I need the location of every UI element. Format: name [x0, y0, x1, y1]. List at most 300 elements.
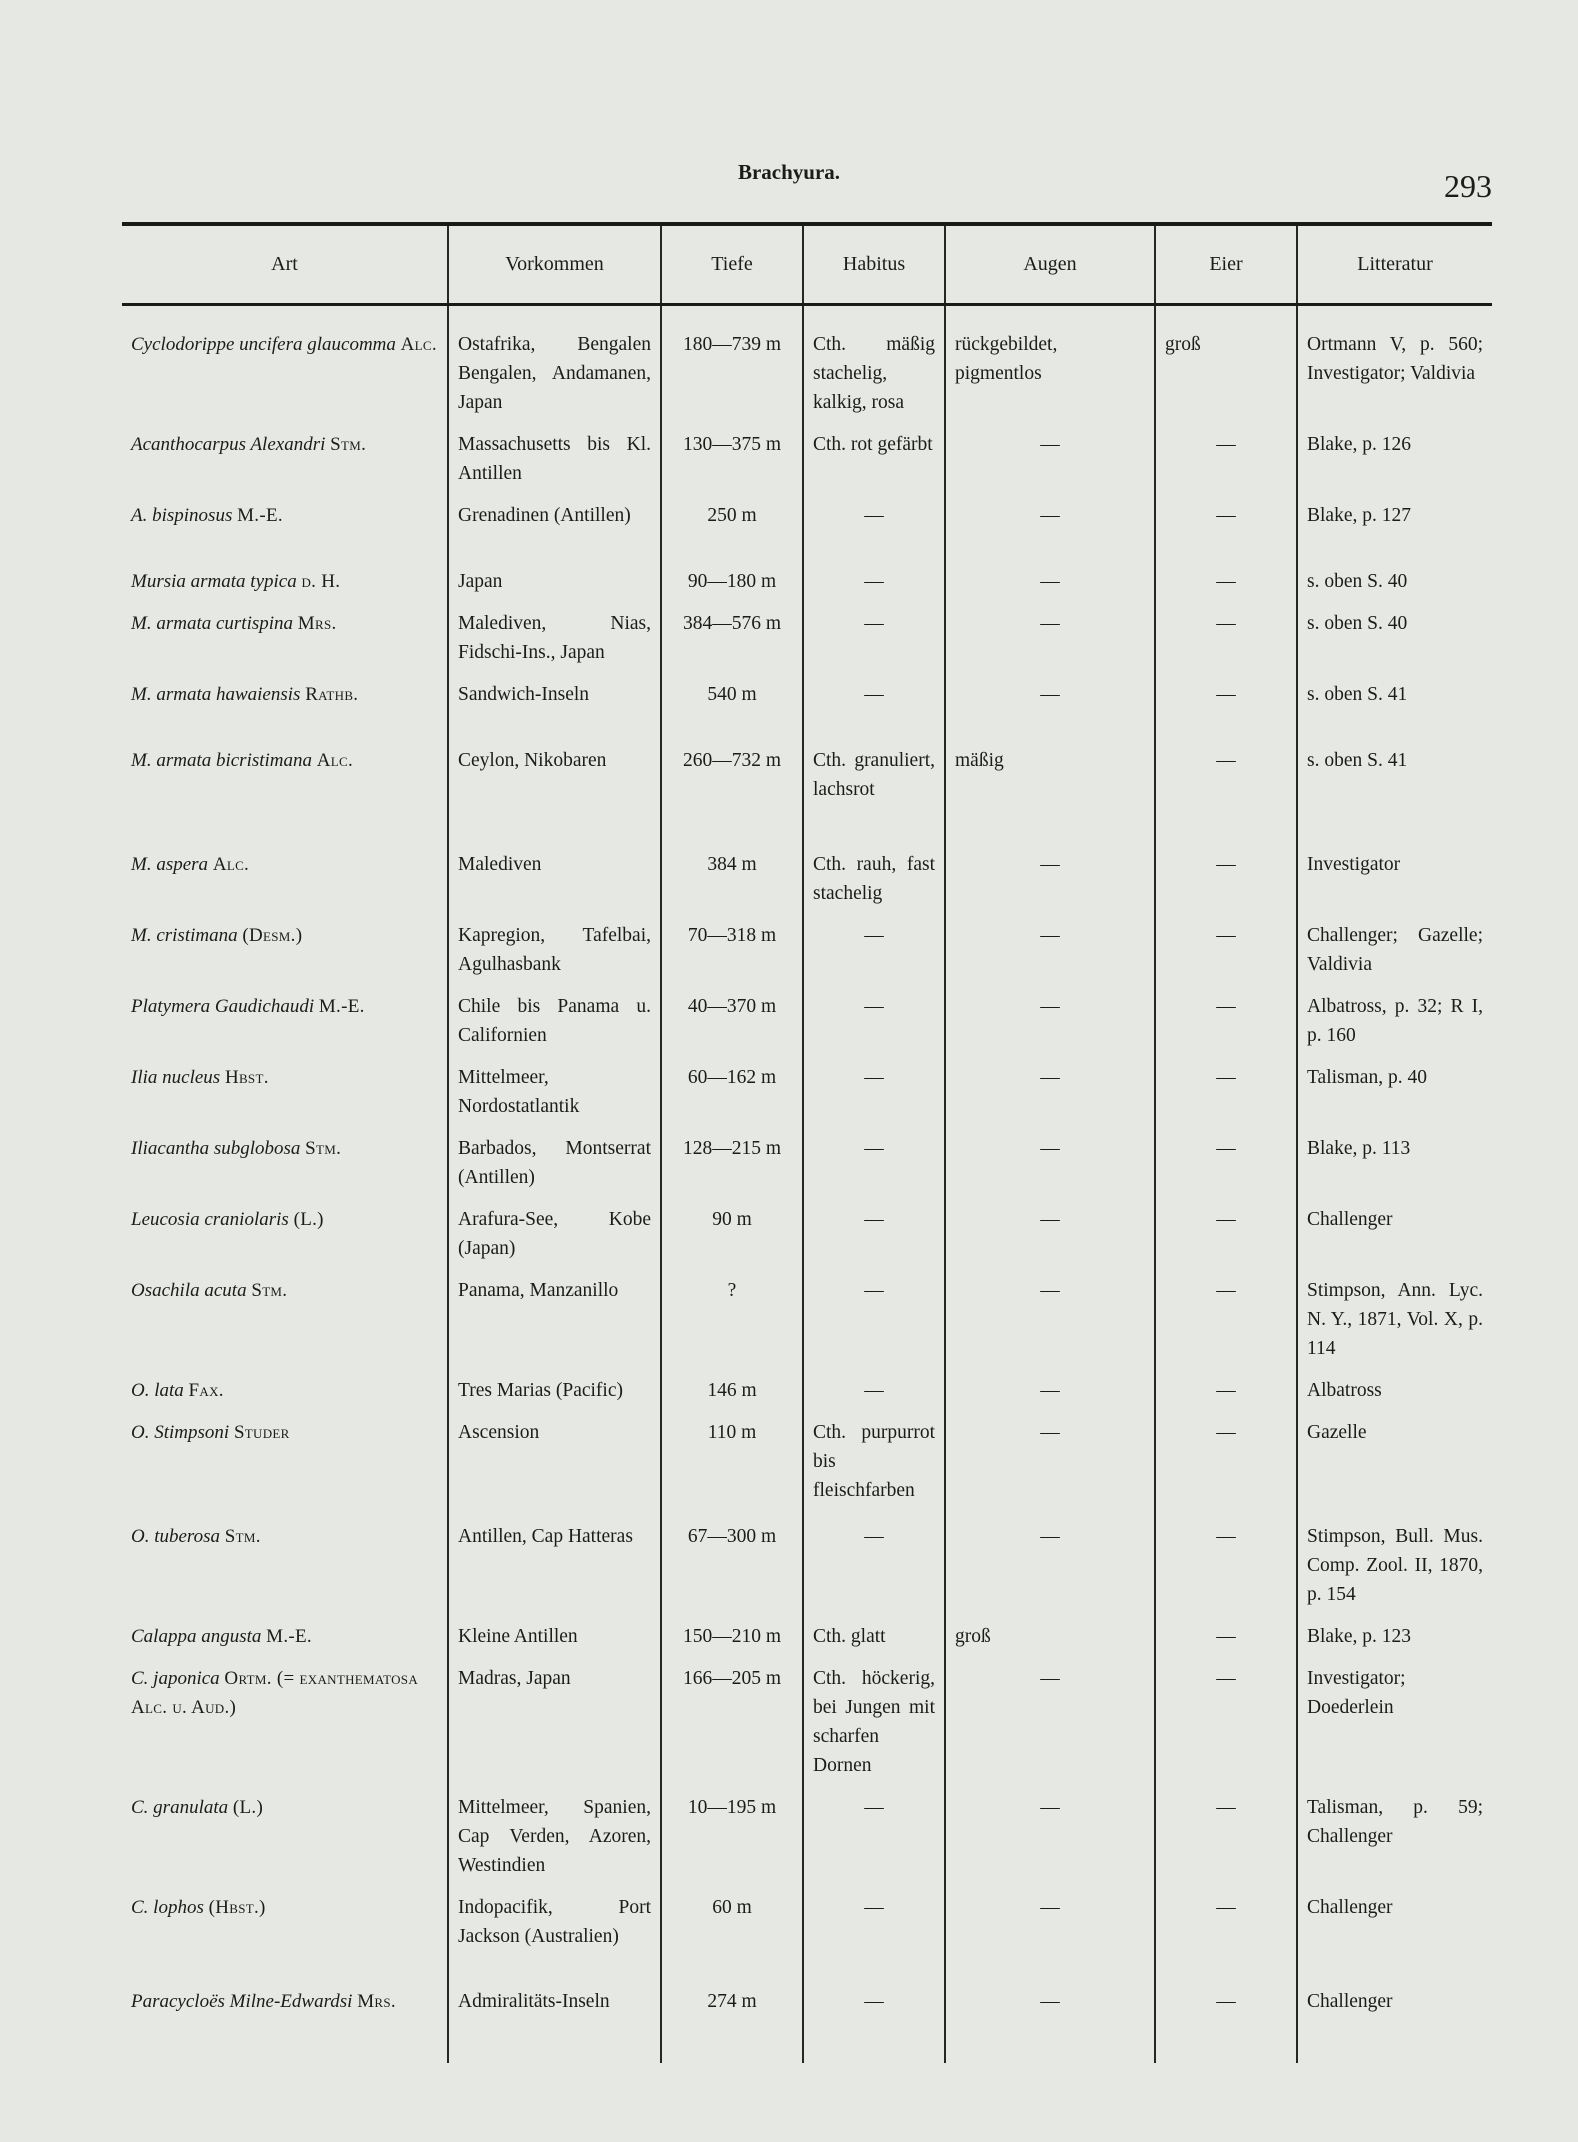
col-header-litteratur: Litteratur [1297, 224, 1492, 304]
cell-tiefe-text: 110 m [707, 1421, 757, 1443]
species-author: Ortm. (= exanthematosa Alc. u. Aud.) [131, 1667, 419, 1718]
cell-habitus-text: — [864, 504, 884, 526]
cell-habitus [803, 1514, 945, 1614]
cell-litteratur [1297, 1785, 1492, 1885]
cell-eier-text: — [1216, 683, 1236, 705]
cell-eier-text: — [1216, 1137, 1236, 1159]
cell-eier-text: — [1216, 1208, 1236, 1230]
cell-tiefe [661, 1410, 803, 1514]
table-body [122, 304, 1492, 2063]
cell-litteratur [1297, 1268, 1492, 1368]
table-row [122, 601, 1492, 672]
species-name: Acanthocarpus Alexandri [131, 433, 326, 455]
table-row [122, 1126, 1492, 1197]
cell-litteratur-text: s. oben S. 40 [1307, 612, 1408, 634]
table-row [122, 304, 1492, 422]
cell-tiefe [661, 1885, 803, 1979]
species-author: Alc. [212, 853, 250, 875]
cell-augen-text: — [1040, 853, 1060, 875]
species-name: Calappa angusta [131, 1625, 262, 1647]
table-row [122, 738, 1492, 842]
cell-augen [945, 559, 1155, 601]
cell-vorkommen [448, 493, 661, 559]
cell-tiefe-text: 10—195 m [687, 1796, 777, 1818]
cell-art [122, 1197, 448, 1268]
cell-augen-text: — [1040, 1421, 1060, 1443]
cell-litteratur-text: Albatross, p. 32; R I, p. 160 [1307, 995, 1483, 1046]
species-author: Alc. [316, 749, 354, 771]
cell-habitus [803, 1055, 945, 1126]
cell-art [122, 1785, 448, 1885]
cell-augen-text: — [1040, 1066, 1060, 1088]
cell-vorkommen [448, 1055, 661, 1126]
cell-eier [1155, 304, 1297, 422]
cell-vorkommen-text: Kapregion, Tafelbai, Agulhasbank [458, 924, 651, 975]
cell-litteratur-text: Challenger [1307, 1896, 1393, 1918]
cell-tiefe [661, 913, 803, 984]
cell-litteratur-text: s. oben S. 41 [1307, 749, 1408, 771]
cell-art [122, 304, 448, 422]
cell-tiefe-text: 180—739 m [682, 333, 782, 355]
cell-tiefe-text: 70—318 m [687, 924, 777, 946]
cell-litteratur [1297, 913, 1492, 984]
col-header-tiefe: Tiefe [661, 224, 803, 304]
cell-art [122, 1268, 448, 1368]
cell-tiefe-text: 60 m [712, 1896, 752, 1918]
species-author: (L.) [232, 1796, 264, 1818]
species-author: (Desm.) [242, 924, 303, 946]
cell-litteratur-text: Albatross [1307, 1379, 1382, 1401]
cell-augen-text: — [1040, 1279, 1060, 1301]
cell-habitus [803, 601, 945, 672]
cell-augen [945, 1614, 1155, 1656]
cell-eier [1155, 1885, 1297, 1979]
table-row [122, 1055, 1492, 1126]
cell-vorkommen-text: Malediven, Nias, Fidschi-Ins., Japan [458, 612, 651, 663]
cell-vorkommen-text: Mittelmeer, Nordostatlantik [458, 1066, 580, 1117]
cell-tiefe [661, 842, 803, 913]
cell-vorkommen-text: Madras, Japan [458, 1667, 571, 1689]
species-author: Mrs. [297, 612, 337, 634]
cell-eier [1155, 559, 1297, 601]
cell-vorkommen-text: Sandwich-Inseln [458, 683, 590, 705]
cell-eier-text: — [1216, 1379, 1236, 1401]
cell-art [122, 493, 448, 559]
cell-tiefe-text: 90—180 m [687, 570, 777, 592]
cell-art [122, 1979, 448, 2063]
cell-litteratur-text: s. oben S. 41 [1307, 683, 1408, 705]
cell-tiefe [661, 1514, 803, 1614]
cell-eier [1155, 1268, 1297, 1368]
cell-vorkommen [448, 422, 661, 493]
cell-vorkommen [448, 1197, 661, 1268]
cell-tiefe [661, 1979, 803, 2063]
table-header [122, 224, 1492, 304]
cell-art [122, 1368, 448, 1410]
table-row [122, 1514, 1492, 1614]
cell-vorkommen-text: Tres Marias (Pacific) [458, 1379, 623, 1401]
cell-habitus-text: — [864, 1379, 884, 1401]
cell-habitus-text: Cth. mäßig stachelig, kalkig, rosa [813, 333, 935, 413]
species-name: Mursia armata typica [131, 570, 297, 592]
cell-vorkommen [448, 913, 661, 984]
cell-habitus-text: — [864, 1896, 884, 1918]
species-name: Osachila acuta [131, 1279, 247, 1301]
species-author: M.-E. [318, 995, 365, 1017]
cell-litteratur [1297, 1055, 1492, 1126]
cell-habitus [803, 1614, 945, 1656]
cell-eier [1155, 1979, 1297, 2063]
cell-augen-text: — [1040, 570, 1060, 592]
cell-augen-text: — [1040, 1137, 1060, 1159]
species-name: Iliacantha subglobosa [131, 1137, 301, 1159]
cell-art [122, 672, 448, 738]
table-row [122, 913, 1492, 984]
cell-vorkommen [448, 1885, 661, 1979]
table-row [122, 1368, 1492, 1410]
cell-vorkommen [448, 304, 661, 422]
species-author: Fax. [188, 1379, 224, 1401]
species-name: O. tuberosa [131, 1525, 221, 1547]
table-row [122, 1268, 1492, 1368]
cell-litteratur-text: Challenger [1307, 1990, 1393, 2012]
cell-habitus-text: — [864, 683, 884, 705]
cell-vorkommen-text: Massachusetts bis Kl. Antillen [458, 433, 651, 484]
cell-vorkommen [448, 601, 661, 672]
cell-augen-text: — [1040, 1796, 1060, 1818]
cell-litteratur [1297, 1885, 1492, 1979]
cell-habitus-text: Cth. purpurrot bis fleischfarben [813, 1421, 935, 1501]
cell-eier-text: — [1216, 853, 1236, 875]
cell-habitus-text: — [864, 1990, 884, 2012]
cell-habitus [803, 1979, 945, 2063]
cell-habitus [803, 422, 945, 493]
cell-augen [945, 984, 1155, 1055]
cell-tiefe-text: 60—162 m [687, 1066, 777, 1088]
cell-habitus-text: — [864, 1525, 884, 1547]
cell-litteratur [1297, 1410, 1492, 1514]
cell-tiefe-text: 67—300 m [687, 1525, 777, 1547]
cell-vorkommen-text: Kleine Antillen [458, 1625, 578, 1647]
cell-eier [1155, 984, 1297, 1055]
page-number: 293 [1444, 168, 1492, 204]
table-row [122, 1410, 1492, 1514]
cell-tiefe-text: 128—215 m [682, 1137, 782, 1159]
cell-eier-text: — [1216, 995, 1236, 1017]
cell-augen-text: — [1040, 1896, 1060, 1918]
cell-augen-text: — [1040, 924, 1060, 946]
cell-vorkommen-text: Barbados, Montserrat (Antillen) [458, 1137, 651, 1188]
cell-eier [1155, 842, 1297, 913]
cell-augen-text: — [1040, 1667, 1060, 1689]
cell-litteratur [1297, 672, 1492, 738]
cell-habitus [803, 1785, 945, 1885]
cell-tiefe-text: 146 m [707, 1379, 757, 1401]
cell-litteratur [1297, 1656, 1492, 1785]
cell-eier-text: — [1216, 1279, 1236, 1301]
cell-litteratur [1297, 984, 1492, 1055]
cell-vorkommen [448, 1514, 661, 1614]
cell-augen-text: — [1040, 1990, 1060, 2012]
col-header-eier: Eier [1155, 224, 1297, 304]
species-name: C. japonica [131, 1667, 220, 1689]
cell-habitus-text: — [864, 1208, 884, 1230]
cell-art [122, 422, 448, 493]
cell-litteratur-text: Ortmann V, p. 560; Investigator; Valdivia [1307, 333, 1483, 384]
cell-tiefe [661, 1656, 803, 1785]
table-row [122, 1979, 1492, 2063]
species-name: M. armata hawaiensis [131, 683, 301, 705]
cell-augen [945, 601, 1155, 672]
cell-habitus-text: Cth. glatt [813, 1625, 886, 1647]
cell-eier [1155, 1785, 1297, 1885]
cell-eier-text: — [1216, 1421, 1236, 1443]
cell-vorkommen [448, 559, 661, 601]
cell-eier-text: — [1216, 924, 1236, 946]
cell-vorkommen-text: Chile bis Panama u. Californien [458, 995, 651, 1046]
cell-vorkommen [448, 1268, 661, 1368]
species-author: Alc. [400, 333, 437, 355]
cell-tiefe-text: 40—370 m [687, 995, 777, 1017]
cell-habitus-text: — [864, 1137, 884, 1159]
species-author: Rathb. [305, 683, 359, 705]
cell-tiefe [661, 493, 803, 559]
cell-vorkommen [448, 1614, 661, 1656]
species-name: C. lophos [131, 1896, 204, 1918]
species-name: Leucosia craniolaris [131, 1208, 289, 1230]
cell-habitus-text: Cth. höckerig, bei Jungen mit scharfen Dornen [813, 1667, 935, 1776]
cell-vorkommen-text: Panama, Manzanillo [458, 1279, 619, 1301]
cell-litteratur [1297, 493, 1492, 559]
cell-vorkommen-text: Ascension [458, 1421, 540, 1443]
col-header-augen: Augen [945, 224, 1155, 304]
cell-vorkommen [448, 842, 661, 913]
cell-habitus-text: Cth. rauh, fast stachelig [813, 853, 935, 904]
cell-habitus [803, 493, 945, 559]
cell-augen [945, 1055, 1155, 1126]
table-row [122, 672, 1492, 738]
cell-augen-text: — [1040, 1525, 1060, 1547]
cell-augen [945, 842, 1155, 913]
table-row [122, 842, 1492, 913]
table-row [122, 559, 1492, 601]
table-row [122, 984, 1492, 1055]
cell-litteratur-text: Investigator; Doederlein [1307, 1667, 1406, 1718]
cell-art [122, 1126, 448, 1197]
cell-tiefe [661, 1614, 803, 1656]
header-row [122, 224, 1492, 304]
cell-litteratur-text: Blake, p. 113 [1307, 1137, 1411, 1159]
cell-augen-text: — [1040, 1208, 1060, 1230]
cell-eier-text: groß [1165, 333, 1201, 355]
species-author: Studer [233, 1421, 290, 1443]
species-author: (Hbst.) [208, 1896, 266, 1918]
cell-vorkommen [448, 1368, 661, 1410]
col-header-habitus: Habitus [803, 224, 945, 304]
cell-litteratur-text: Talisman, p. 40 [1307, 1066, 1427, 1088]
cell-eier [1155, 1656, 1297, 1785]
cell-augen [945, 1514, 1155, 1614]
table-row [122, 422, 1492, 493]
cell-habitus [803, 1410, 945, 1514]
cell-vorkommen [448, 672, 661, 738]
cell-art [122, 601, 448, 672]
cell-vorkommen-text: Admiralitäts-Inseln [458, 1990, 610, 2012]
cell-tiefe [661, 1785, 803, 1885]
cell-art [122, 984, 448, 1055]
cell-eier-text: — [1216, 570, 1236, 592]
cell-eier [1155, 1614, 1297, 1656]
species-author: M.-E. [266, 1625, 312, 1647]
cell-tiefe [661, 601, 803, 672]
cell-augen-text: — [1040, 612, 1060, 634]
species-name: Paracycloës Milne-Edwardsi [131, 1990, 353, 2012]
cell-augen [945, 1268, 1155, 1368]
species-name: Ilia nucleus [131, 1066, 221, 1088]
cell-augen-text: — [1040, 995, 1060, 1017]
cell-litteratur [1297, 601, 1492, 672]
cell-habitus [803, 1656, 945, 1785]
cell-vorkommen [448, 1126, 661, 1197]
cell-litteratur-text: Challenger; Gazelle; Valdivia [1307, 924, 1483, 975]
cell-augen [945, 1126, 1155, 1197]
cell-eier-text: — [1216, 1896, 1236, 1918]
cell-litteratur-text: Blake, p. 126 [1307, 433, 1411, 455]
cell-eier-text: — [1216, 1990, 1236, 2012]
cell-vorkommen-text: Arafura-See, Kobe (Japan) [458, 1208, 651, 1259]
cell-tiefe [661, 672, 803, 738]
cell-habitus-text: — [864, 995, 884, 1017]
running-title: Brachyura. [737, 160, 841, 184]
cell-eier [1155, 913, 1297, 984]
cell-litteratur-text: s. oben S. 40 [1307, 570, 1408, 592]
cell-augen [945, 1656, 1155, 1785]
species-name: Cyclodorippe uncifera glaucomma [131, 333, 396, 355]
cell-augen [945, 913, 1155, 984]
cell-tiefe [661, 422, 803, 493]
cell-augen [945, 304, 1155, 422]
cell-tiefe-text: 90 m [712, 1208, 752, 1230]
species-name: O. Stimpsoni [131, 1421, 230, 1443]
cell-tiefe-text: 274 m [707, 1990, 757, 2012]
cell-litteratur [1297, 422, 1492, 493]
species-author: d. H. [301, 570, 341, 592]
table-row [122, 1785, 1492, 1885]
cell-litteratur [1297, 1126, 1492, 1197]
cell-tiefe [661, 984, 803, 1055]
cell-litteratur-text: Talisman, p. 59; Challenger [1307, 1796, 1483, 1847]
cell-art [122, 1656, 448, 1785]
table-row [122, 493, 1492, 559]
cell-eier [1155, 1514, 1297, 1614]
cell-vorkommen-text: Mittelmeer, Spanien, Cap Verden, Azoren, Westindien [458, 1796, 651, 1876]
cell-habitus-text: — [864, 612, 884, 634]
cell-eier [1155, 493, 1297, 559]
cell-augen-text: mäßig [955, 749, 1004, 771]
cell-art [122, 1614, 448, 1656]
cell-habitus-text: — [864, 570, 884, 592]
cell-eier-text: — [1216, 1525, 1236, 1547]
cell-augen [945, 1885, 1155, 1979]
cell-tiefe-text: 150—210 m [682, 1625, 782, 1647]
cell-augen-text: — [1040, 683, 1060, 705]
cell-habitus-text: — [864, 924, 884, 946]
cell-eier [1155, 1197, 1297, 1268]
species-name: O. lata [131, 1379, 184, 1401]
col-header-art: Art [122, 224, 448, 304]
species-name: M. armata curtispina [131, 612, 294, 634]
cell-eier [1155, 1410, 1297, 1514]
cell-tiefe [661, 1197, 803, 1268]
cell-vorkommen-text: Antillen, Cap Hatteras [458, 1525, 633, 1547]
species-name: A. bispinosus [131, 504, 233, 526]
species-author: Hbst. [224, 1066, 269, 1088]
species-author: Mrs. [357, 1990, 396, 2012]
cell-tiefe-text: 166—205 m [682, 1667, 782, 1689]
cell-litteratur [1297, 559, 1492, 601]
species-name: M. armata bicristimana [131, 749, 313, 771]
cell-litteratur [1297, 304, 1492, 422]
cell-litteratur-text: Blake, p. 123 [1307, 1625, 1411, 1647]
cell-augen [945, 1368, 1155, 1410]
cell-litteratur [1297, 1368, 1492, 1410]
cell-habitus-text: Cth. rot gefärbt [813, 433, 933, 455]
cell-litteratur-text: Investigator [1307, 853, 1401, 875]
cell-vorkommen-text: Ceylon, Nikobaren [458, 749, 607, 771]
species-table [122, 222, 1492, 2063]
cell-tiefe-text: 540 m [707, 683, 757, 705]
cell-litteratur [1297, 738, 1492, 842]
species-name: M. aspera [131, 853, 209, 875]
cell-vorkommen-text: Ostafrika, Bengalen Bengalen, Andamanen, Japan [458, 333, 651, 413]
species-author: M.-E. [237, 504, 283, 526]
cell-litteratur-text: Blake, p. 127 [1307, 504, 1411, 526]
cell-art [122, 1055, 448, 1126]
cell-augen-text: rückgebildet, pigmentlos [955, 333, 1058, 384]
cell-habitus [803, 559, 945, 601]
species-author: Stm. [330, 433, 367, 455]
cell-art [122, 842, 448, 913]
cell-vorkommen [448, 1656, 661, 1785]
cell-eier [1155, 1126, 1297, 1197]
cell-habitus [803, 304, 945, 422]
cell-habitus [803, 1268, 945, 1368]
species-name: M. cristimana [131, 924, 238, 946]
cell-augen [945, 1410, 1155, 1514]
cell-eier [1155, 672, 1297, 738]
cell-habitus [803, 913, 945, 984]
cell-habitus [803, 984, 945, 1055]
cell-vorkommen-text: Grenadinen (Antillen) [458, 504, 631, 526]
cell-tiefe [661, 738, 803, 842]
cell-tiefe [661, 1268, 803, 1368]
cell-eier [1155, 601, 1297, 672]
cell-art [122, 1514, 448, 1614]
col-header-vorkommen: Vorkommen [448, 224, 661, 304]
cell-tiefe-text: 130—375 m [682, 433, 782, 455]
species-author: Stm. [305, 1137, 342, 1159]
cell-habitus-text: — [864, 1066, 884, 1088]
cell-augen-text: — [1040, 504, 1060, 526]
page-header [0, 160, 1578, 204]
cell-habitus-text: Cth. granuliert, lachsrot [813, 749, 935, 800]
table-row [122, 1614, 1492, 1656]
cell-tiefe [661, 559, 803, 601]
species-author: Stm. [251, 1279, 288, 1301]
cell-vorkommen-text: Indopacifik, Port Jackson (Australien) [458, 1896, 651, 1947]
cell-habitus-text: — [864, 1796, 884, 1818]
species-author: (L.) [293, 1208, 324, 1230]
